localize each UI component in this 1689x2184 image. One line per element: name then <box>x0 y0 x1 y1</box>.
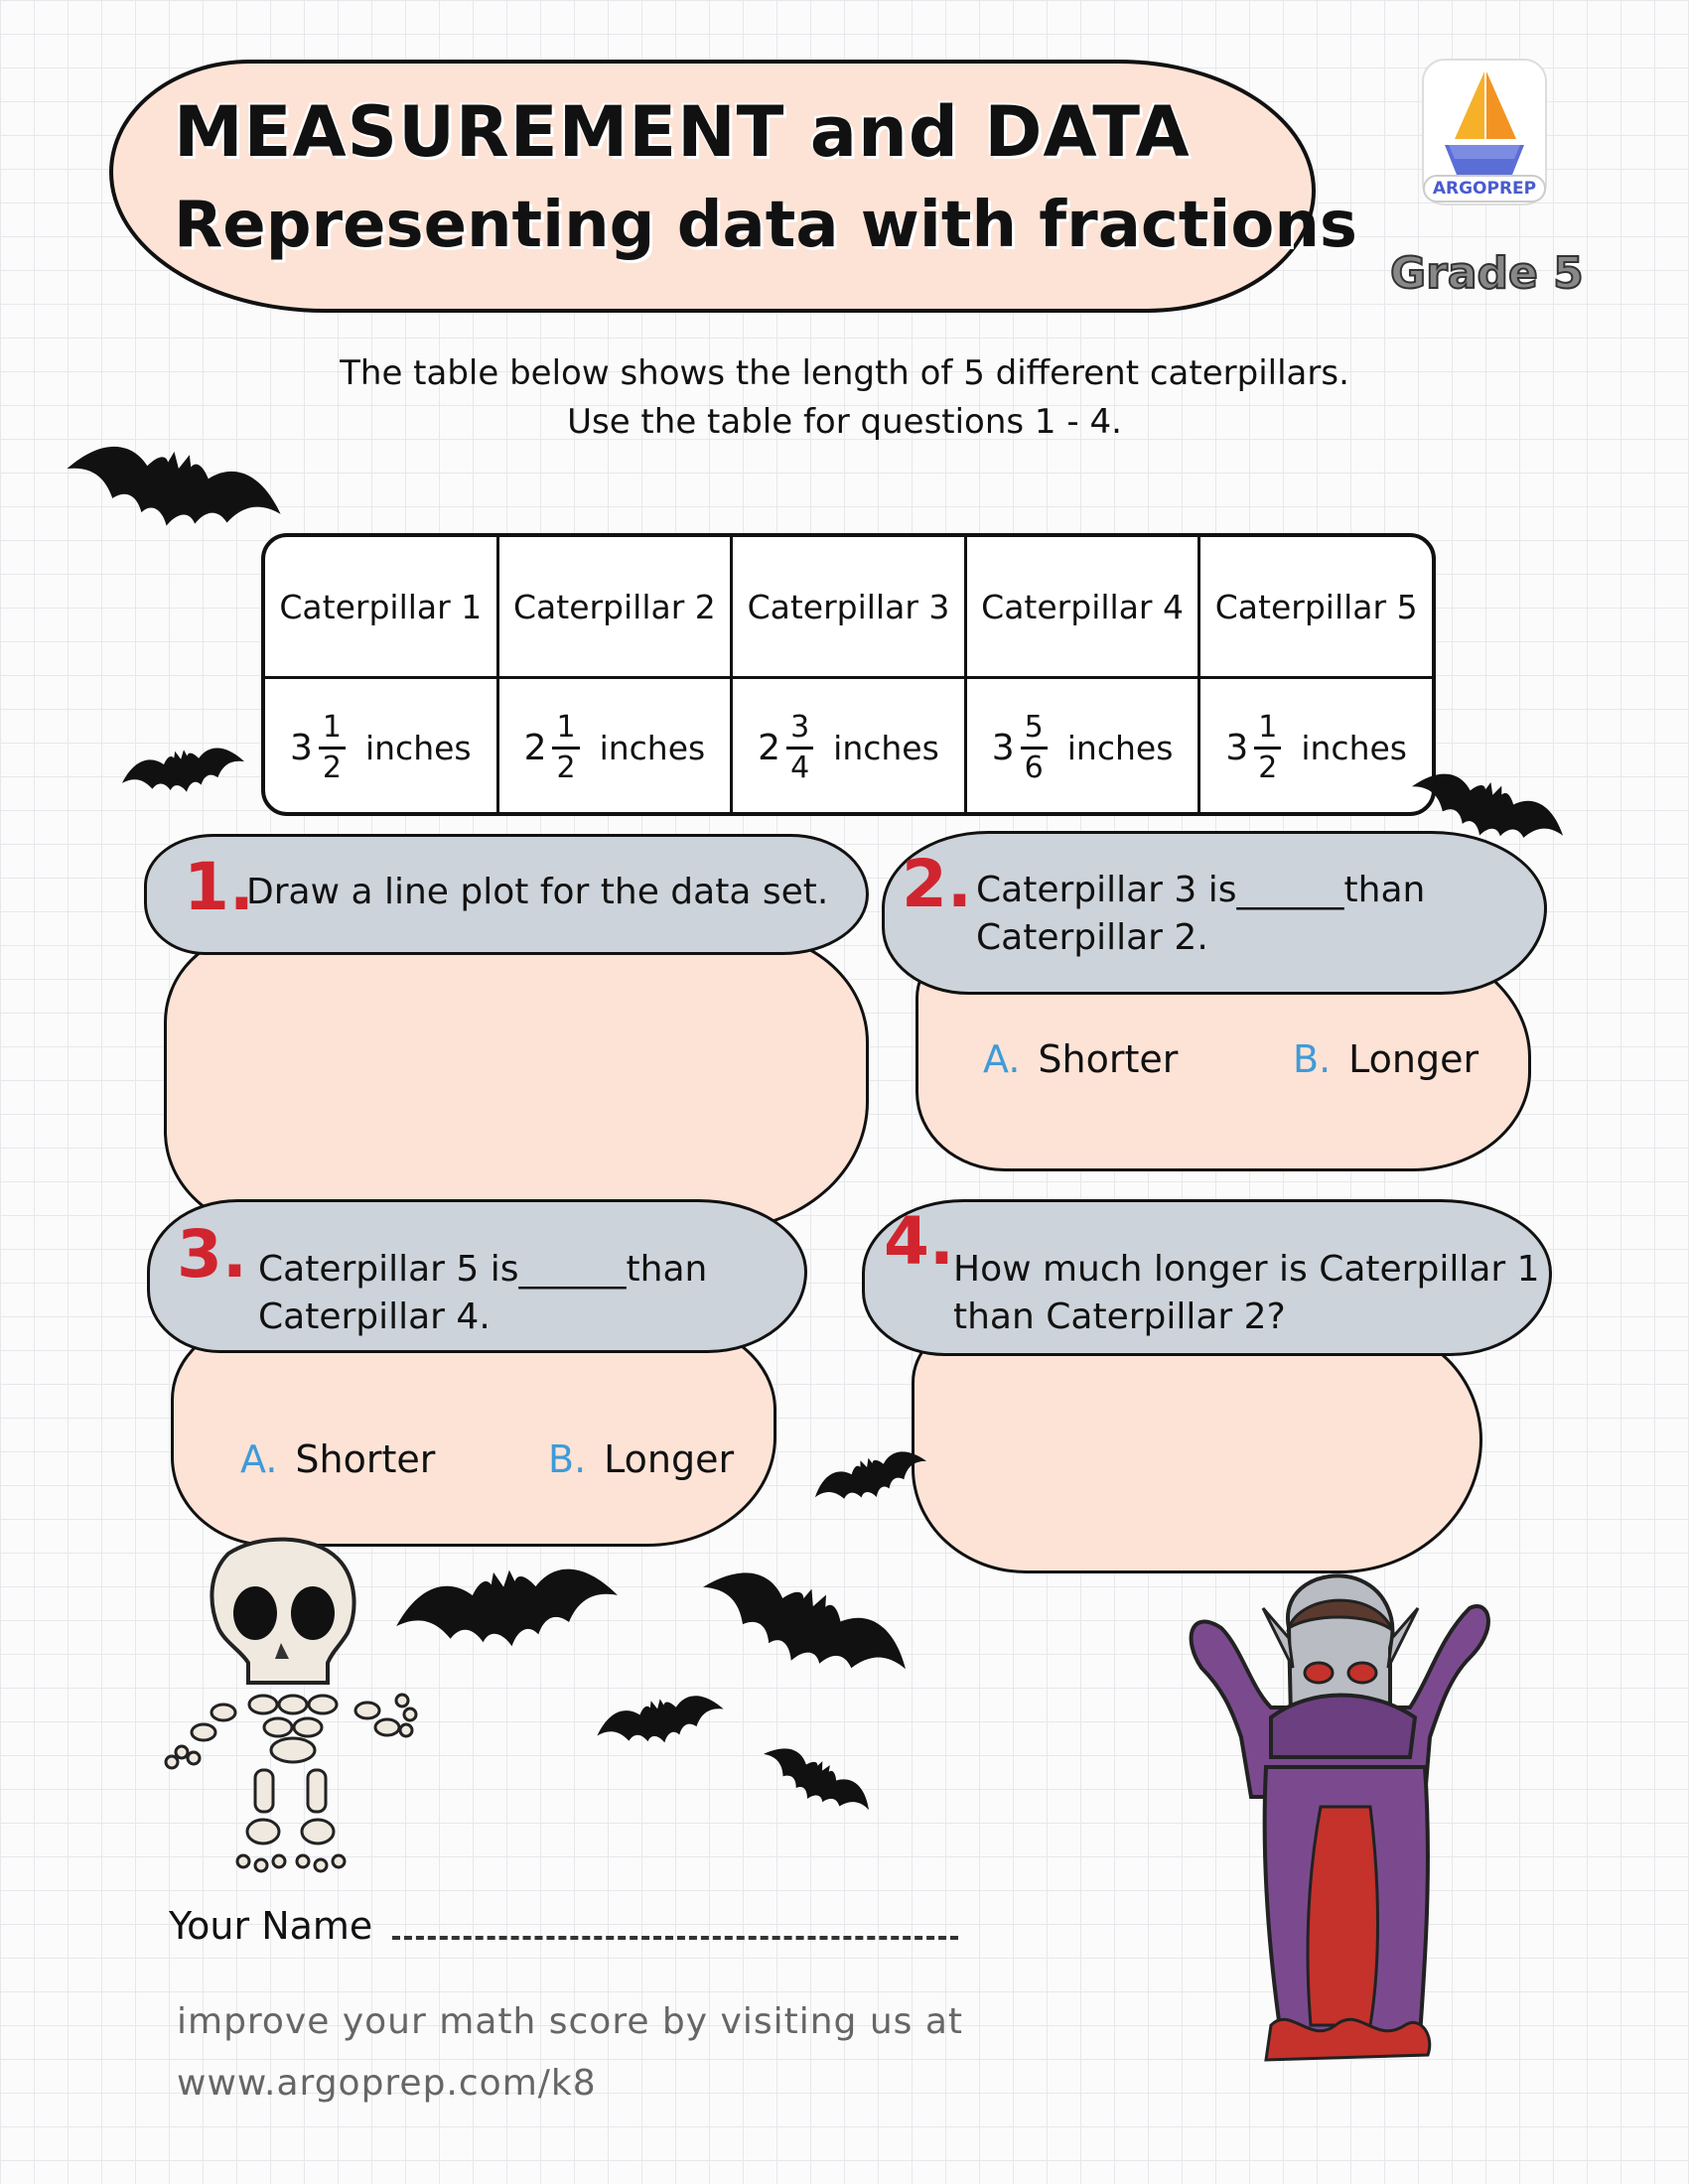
numerator: 5 <box>1021 713 1048 750</box>
q3-number: 3. <box>177 1216 247 1293</box>
bat-icon <box>757 1747 876 1817</box>
promo-link[interactable]: www.argoprep.com/k8 <box>177 2063 597 2104</box>
table-row <box>265 679 1432 816</box>
bat-icon <box>695 1573 914 1683</box>
whole-number: 3 <box>1225 727 1249 768</box>
option-letter: B. <box>548 1437 587 1481</box>
bat-icon <box>395 1559 619 1663</box>
table-header-cell: Caterpillar 3 <box>733 537 967 676</box>
name-input-line[interactable] <box>392 1936 958 1940</box>
q3-option-b[interactable] <box>548 1437 734 1481</box>
option-label: Shorter <box>295 1437 436 1481</box>
whole-number: 3 <box>289 727 313 768</box>
q1-text: Draw a line plot for the data set. <box>246 872 829 912</box>
table-cell <box>967 679 1201 816</box>
q2-text <box>976 867 1425 962</box>
logo-text: ARGOPREP <box>1423 175 1546 203</box>
table-cell <box>265 679 499 816</box>
table-header-cell: Caterpillar 5 <box>1214 587 1418 626</box>
name-label: Your Name <box>169 1904 373 1948</box>
page-title: MEASUREMENT and DATA <box>174 91 1191 173</box>
bat-icon <box>812 1444 929 1514</box>
option-label: Longer <box>1348 1037 1479 1081</box>
argoprep-logo[interactable] <box>1415 58 1554 206</box>
promo-line-1: improve your math score by visiting us at <box>177 2001 964 2042</box>
option-letter: B. <box>1293 1037 1332 1081</box>
whole-number: 2 <box>523 727 547 768</box>
q4-text-line-2: than Caterpillar 2? <box>953 1297 1286 1337</box>
q2-text-line-1: Caterpillar 3 is______than <box>976 870 1426 910</box>
q1-number: 1. <box>184 849 254 925</box>
denominator: 6 <box>1024 750 1044 785</box>
numerator: 1 <box>319 713 346 750</box>
unit: inches <box>833 728 939 767</box>
unit: inches <box>1301 728 1407 767</box>
unit: inches <box>364 728 472 767</box>
vampire-illustration <box>1172 1569 1499 2085</box>
unit: inches <box>599 728 706 767</box>
numerator: 1 <box>1254 713 1281 750</box>
q4-text-line-1: How much longer is Caterpillar 1 <box>953 1249 1540 1290</box>
denominator: 2 <box>322 750 342 785</box>
q2-option-a[interactable] <box>983 1037 1178 1081</box>
table-header-cell: Caterpillar 1 <box>265 537 499 676</box>
skeleton-illustration <box>164 1534 417 1876</box>
q2-option-b[interactable] <box>1293 1037 1478 1081</box>
q4-answer-area[interactable] <box>912 1325 1482 1573</box>
option-label: Longer <box>604 1437 735 1481</box>
table-cell <box>1200 679 1432 816</box>
q4-text <box>953 1246 1540 1341</box>
unit: inches <box>1066 728 1174 767</box>
whole-number: 3 <box>991 727 1015 768</box>
bat-icon <box>121 743 245 802</box>
table-header-row <box>265 537 1432 679</box>
q3-text <box>258 1246 707 1341</box>
table-cell <box>733 679 967 816</box>
bat-icon <box>596 1688 725 1757</box>
bat-icon <box>1408 766 1567 856</box>
q3-option-a[interactable] <box>240 1437 435 1481</box>
intro-line-2: Use the table for questions 1 - 4. <box>567 402 1122 442</box>
q2-text-line-2: Caterpillar 2. <box>976 917 1208 958</box>
denominator: 4 <box>790 750 810 785</box>
grade-label: Grade 5 <box>1390 248 1584 299</box>
option-label: Shorter <box>1038 1037 1179 1081</box>
table-header-cell: Caterpillar 4 <box>967 537 1201 676</box>
whole-number: 2 <box>758 727 781 768</box>
intro-line-1: The table below shows the length of 5 different caterpillars. <box>340 353 1349 393</box>
page-subtitle: Representing data with fractions <box>174 189 1357 262</box>
q4-number: 4. <box>884 1203 954 1280</box>
option-letter: A. <box>240 1437 278 1481</box>
q3-answer-area <box>171 1320 776 1547</box>
option-letter: A. <box>983 1037 1021 1081</box>
table-header-cell: Caterpillar 2 <box>499 537 734 676</box>
bat-icon <box>65 437 283 546</box>
denominator: 2 <box>556 750 576 785</box>
q3-text-line-2: Caterpillar 4. <box>258 1297 491 1337</box>
q2-number: 2. <box>902 846 972 922</box>
table-cell <box>499 679 734 816</box>
numerator: 3 <box>786 713 813 750</box>
q3-text-line-1: Caterpillar 5 is______than <box>258 1249 708 1290</box>
q1-answer-area[interactable] <box>164 933 869 1231</box>
denominator: 2 <box>1258 750 1278 785</box>
numerator: 1 <box>552 713 579 750</box>
caterpillar-table <box>261 533 1436 816</box>
